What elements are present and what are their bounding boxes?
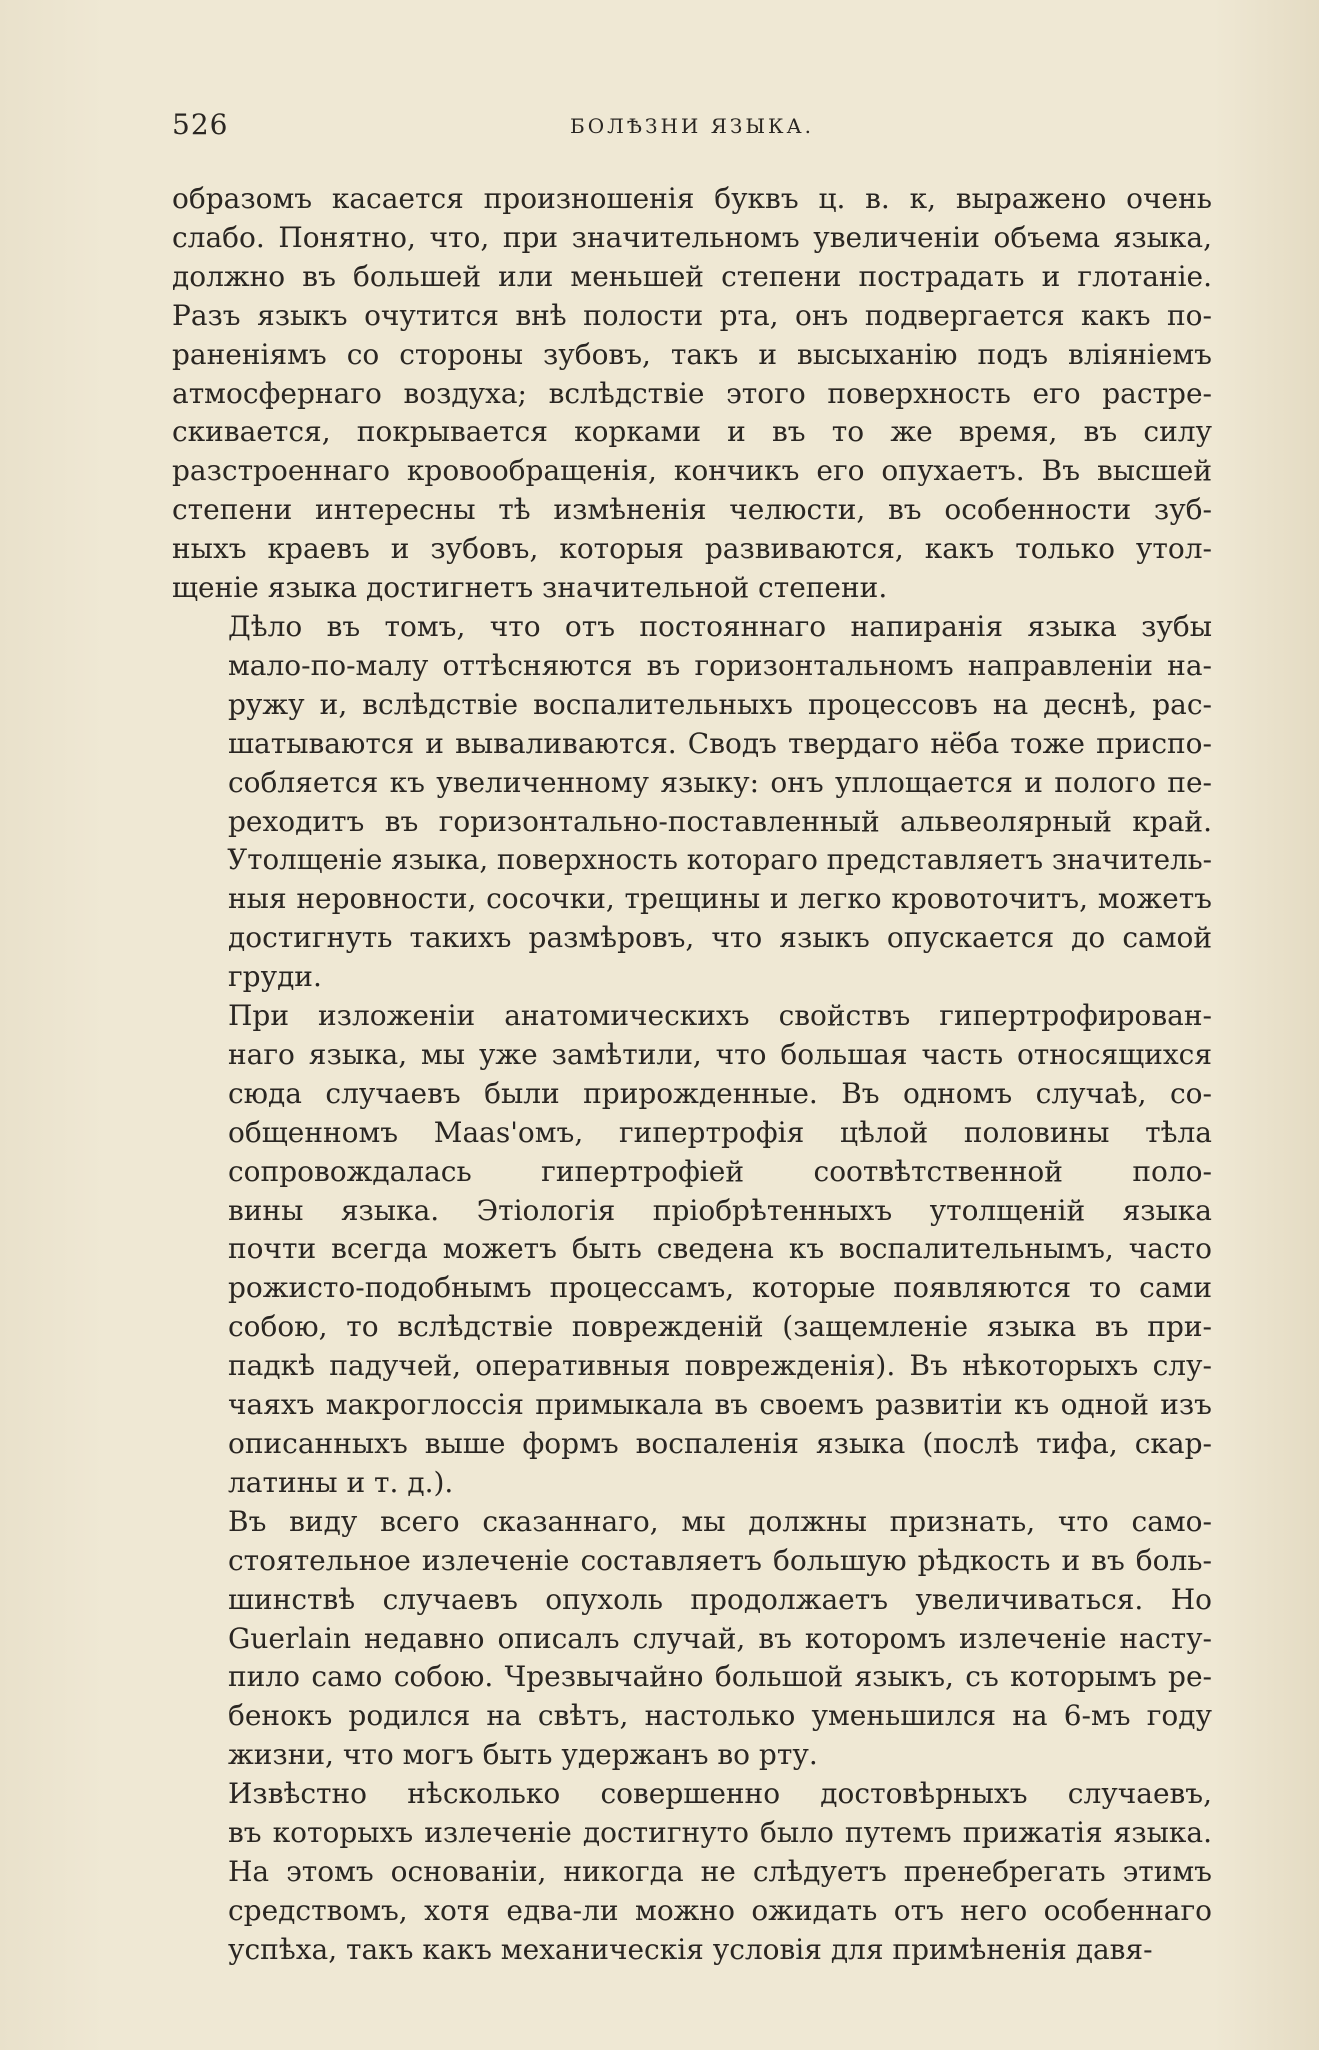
text-line: ныхъ краевъ и зубовъ, которыя развиваются, какъ только утол-	[172, 532, 1212, 566]
text-line: Дѣло въ томъ, что отъ постояннаго напиранія языка зубы	[228, 609, 1212, 643]
text-line: въ которыхъ излеченіе достигнуто было путемъ прижатія языка.	[228, 1816, 1212, 1850]
paragraph	[172, 180, 1212, 608]
text-line: груди.	[228, 960, 322, 994]
text-line: скивается, покрывается корками и въ то же время, въ силу	[172, 415, 1212, 449]
text-line: раненіямъ со стороны зубовъ, такъ и высыханію подъ вліяніемъ	[172, 337, 1212, 371]
text-line: ныя неровности, сосочки, трещины и легко кровоточитъ, можетъ	[228, 882, 1212, 916]
text-line: описанныхъ выше формъ воспаленія языка (послѣ тифа, скар-	[228, 1427, 1212, 1460]
text-line: падкѣ падучей, оперативныя поврежденія). Въ нѣкоторыхъ слу-	[228, 1349, 1212, 1383]
text-line: средствомъ, хотя едва-ли можно ожидать отъ него особеннаго	[228, 1893, 1212, 1927]
paragraph	[172, 1503, 1212, 1775]
text-line: вины языка. Этіологія пріобрѣтенныхъ утолщеній языка	[228, 1193, 1212, 1227]
text-line: почти всегда можетъ быть сведена къ воспалительнымъ, часто	[228, 1232, 1212, 1266]
text-line: собляется къ увеличенному языку: онъ уплощается и полого пе-	[228, 765, 1212, 799]
text-line: достигнуть такихъ размѣровъ, что языкъ опускается до самой	[228, 921, 1212, 955]
text-line: слабо. Понятно, что, при значительномъ увеличеніи объема языка,	[172, 220, 1212, 254]
text-line: Въ виду всего сказаннаго, мы должны признать, что само-	[228, 1504, 1212, 1538]
text-line: Разъ языкъ очутится внѣ полости рта, онъ подвергается какъ по-	[172, 298, 1212, 332]
text-line: рожисто-подобнымъ процессамъ, которые появляются то сами	[228, 1271, 1212, 1305]
text-line: чаяхъ макроглоссія примыкала въ своемъ развитіи къ одной изъ	[228, 1388, 1212, 1422]
text-line: сопровождалась гипертрофіей соотвѣтственной поло-	[228, 1154, 1212, 1188]
text-line: Guerlain недавно описалъ случай, въ которомъ излеченіе насту-	[228, 1621, 1212, 1655]
text-line: образомъ касается произношенія буквъ ц. в. к, выражено очень	[172, 182, 1212, 215]
text-line: разстроеннаго кровообращенія, кончикъ его опухаетъ. Въ высшей	[172, 454, 1212, 488]
text-line: Утолщеніе языка, поверхность котораго представляетъ значитель-	[227, 843, 1213, 877]
text-line: ружу и, вслѣдствіе воспалительныхъ процессовъ на деснѣ, рас-	[228, 687, 1212, 721]
text-line: щеніе языка достигнетъ значительной степени.	[172, 571, 888, 605]
page-number: 526	[172, 108, 229, 141]
text-line: должно въ большей или меньшей степени пострадать и глотаніе.	[172, 259, 1212, 293]
text-line: успѣха, такъ какъ механическія условія для примѣненія давя-	[228, 1932, 1153, 1966]
text-line: общенномъ Maas'омъ, гипертрофія цѣлой половины тѣла	[228, 1115, 1212, 1149]
text-line: латины и т. д.).	[228, 1465, 454, 1499]
text-line: Извѣстно нѣсколько совершенно достовѣрныхъ случаевъ,	[228, 1777, 1212, 1811]
running-title: БОЛѢЗНИ ЯЗЫКА.	[570, 114, 814, 138]
text-line: шатываются и вываливаются. Сводъ твердаго нёба тоже приспо-	[228, 726, 1212, 760]
page-header	[172, 108, 1212, 148]
text-line: сюда случаевъ были прирожденные. Въ одномъ случаѣ, со-	[228, 1076, 1212, 1110]
paragraph	[172, 608, 1212, 997]
text-line: жизни, что могъ быть удержанъ во рту.	[228, 1738, 818, 1772]
text-line: собою, то вслѣдствіе поврежденій (защемленіе языка въ при-	[228, 1310, 1212, 1344]
body-text	[172, 180, 1212, 1970]
text-line: степени интересны тѣ измѣненія челюсти, въ особенности зуб-	[172, 493, 1212, 527]
text-line: наго языка, мы уже замѣтили, что большая часть относящихся	[228, 1037, 1212, 1071]
text-line: На этомъ основаніи, никогда не слѣдуетъ пренебрегать этимъ	[228, 1854, 1212, 1888]
text-line: стоятельное излеченіе составляетъ большую рѣдкость и въ боль-	[228, 1543, 1212, 1577]
text-line: реходитъ въ горизонтально-поставленный альвеолярный край.	[228, 804, 1212, 838]
text-line: бенокъ родился на свѣтъ, настолько уменьшился на 6-мъ году	[228, 1699, 1212, 1733]
text-line: шинствѣ случаевъ опухоль продолжаетъ увеличиваться. Но	[228, 1582, 1212, 1616]
text-line: При изложеніи анатомическихъ свойствъ гипертрофирован-	[228, 999, 1212, 1033]
paragraph	[172, 997, 1212, 1503]
text-line: пило само собою. Чрезвычайно большой языкъ, съ которымъ ре-	[228, 1660, 1212, 1694]
text-line: атмосфернаго воздуха; вслѣдствіе этого поверхность его растре-	[172, 376, 1212, 410]
paragraph	[172, 1775, 1212, 1970]
text-line: мало-по-малу оттѣсняются въ горизонтальномъ направленіи на-	[228, 648, 1212, 682]
